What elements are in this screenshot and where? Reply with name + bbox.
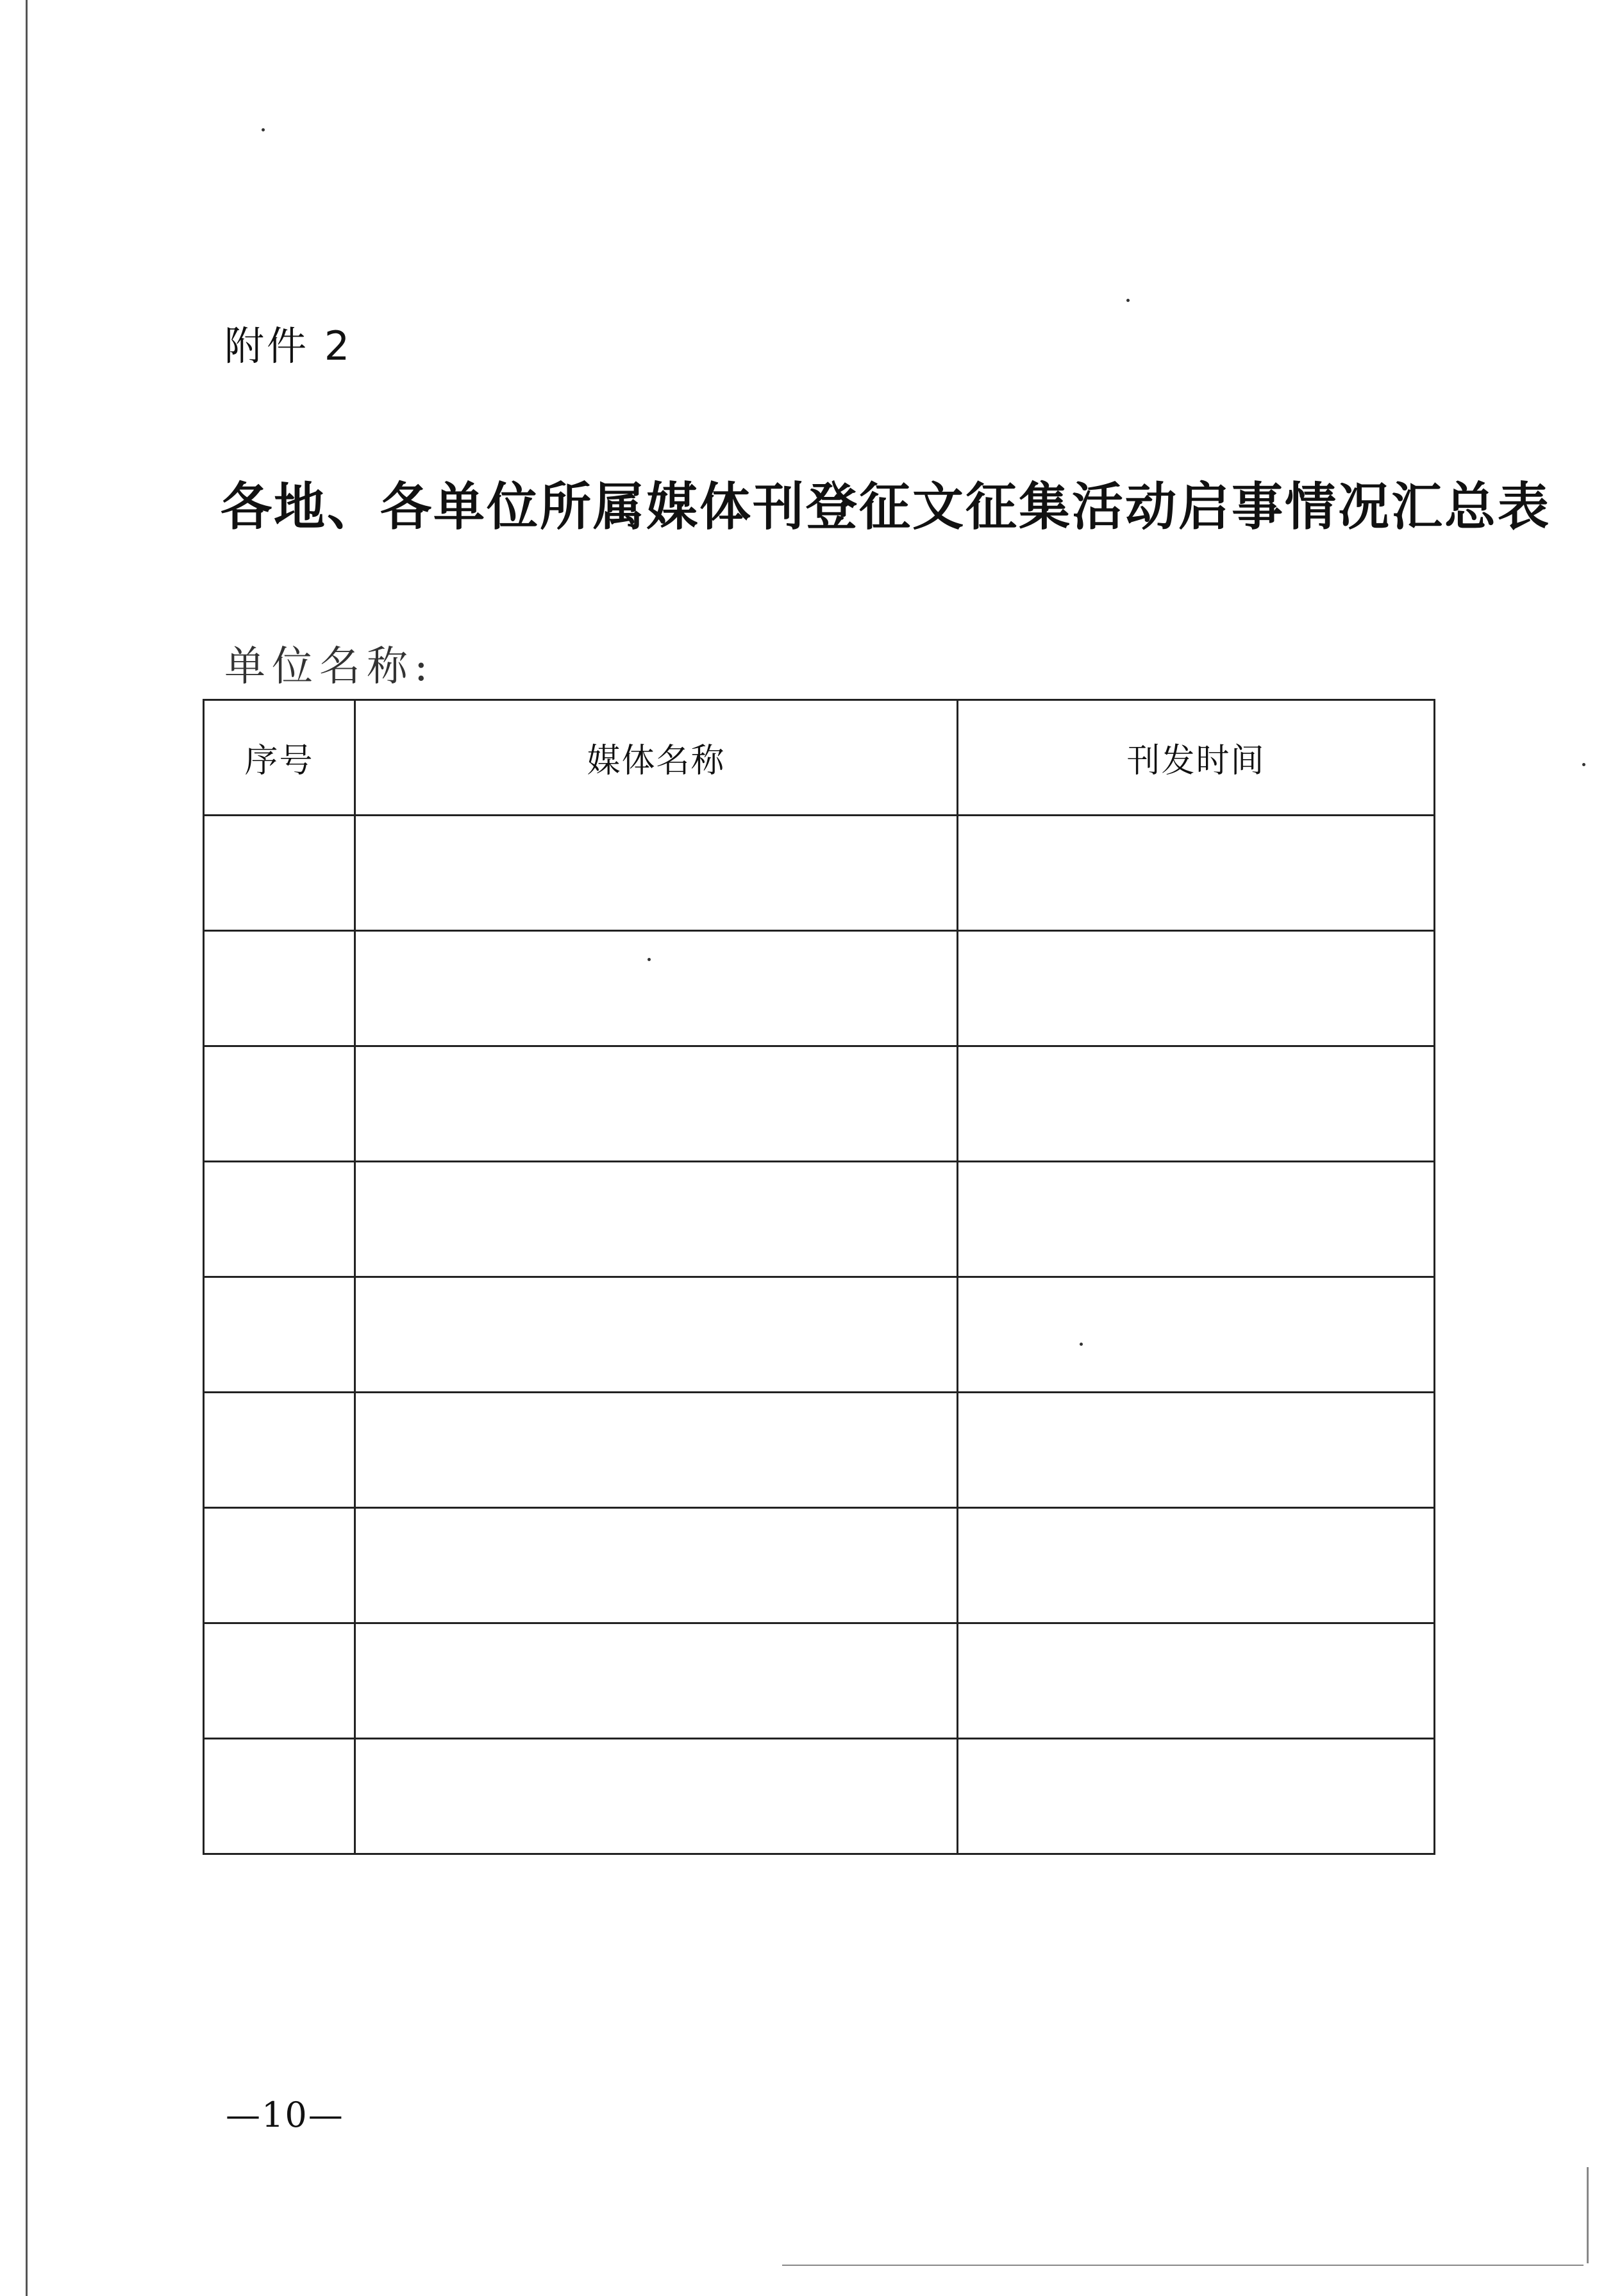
page-scan-edge <box>26 0 28 2296</box>
attachment-label: 附件 2 <box>224 323 353 369</box>
document-title: 各地、各单位所属媒体刊登征文征集活动启事情况汇总表 <box>221 476 1551 537</box>
cell-publish-date[interactable] <box>958 1739 1435 1854</box>
cell-media-name[interactable] <box>355 816 958 931</box>
cell-publish-date[interactable] <box>958 1046 1435 1162</box>
cell-media-name[interactable] <box>355 1277 958 1393</box>
cell-media-name[interactable] <box>355 1623 958 1739</box>
cell-publish-date[interactable] <box>958 1508 1435 1623</box>
cell-seq[interactable] <box>204 1162 355 1277</box>
table-row <box>204 1277 1435 1393</box>
table-row <box>204 1739 1435 1854</box>
table-row <box>204 1162 1435 1277</box>
cell-media-name[interactable] <box>355 1046 958 1162</box>
table-row <box>204 931 1435 1046</box>
cell-media-name[interactable] <box>355 1393 958 1508</box>
header-publish-date: 刊发时间 <box>958 700 1435 816</box>
header-seq: 序号 <box>204 700 355 816</box>
page-scan-edge-bottom <box>782 2265 1584 2266</box>
table-row <box>204 816 1435 931</box>
cell-publish-date[interactable] <box>958 1277 1435 1393</box>
table-row <box>204 1508 1435 1623</box>
summary-table <box>203 699 1435 1855</box>
cell-seq[interactable] <box>204 1623 355 1739</box>
scan-speck <box>262 128 265 131</box>
cell-publish-date[interactable] <box>958 1393 1435 1508</box>
cell-seq[interactable] <box>204 1046 355 1162</box>
cell-seq[interactable] <box>204 1277 355 1393</box>
cell-publish-date[interactable] <box>958 816 1435 931</box>
cell-seq[interactable] <box>204 931 355 1046</box>
cell-publish-date[interactable] <box>958 1162 1435 1277</box>
header-media-name: 媒体名称 <box>355 700 958 816</box>
cell-seq[interactable] <box>204 1508 355 1623</box>
cell-publish-date[interactable] <box>958 931 1435 1046</box>
cell-media-name[interactable] <box>355 931 958 1046</box>
cell-seq[interactable] <box>204 816 355 931</box>
page-scan-edge-right <box>1587 2167 1589 2263</box>
cell-media-name[interactable] <box>355 1508 958 1623</box>
cell-publish-date[interactable] <box>958 1623 1435 1739</box>
scan-speck <box>1582 763 1585 766</box>
scan-speck <box>1126 299 1130 302</box>
cell-seq[interactable] <box>204 1393 355 1508</box>
table-row <box>204 1046 1435 1162</box>
page-number: —10— <box>226 2095 344 2135</box>
unit-name-label: 单位名称: <box>224 643 435 691</box>
cell-media-name[interactable] <box>355 1162 958 1277</box>
table-header-row <box>204 700 1435 816</box>
table-row <box>204 1393 1435 1508</box>
cell-media-name[interactable] <box>355 1739 958 1854</box>
cell-seq[interactable] <box>204 1739 355 1854</box>
table-row <box>204 1623 1435 1739</box>
